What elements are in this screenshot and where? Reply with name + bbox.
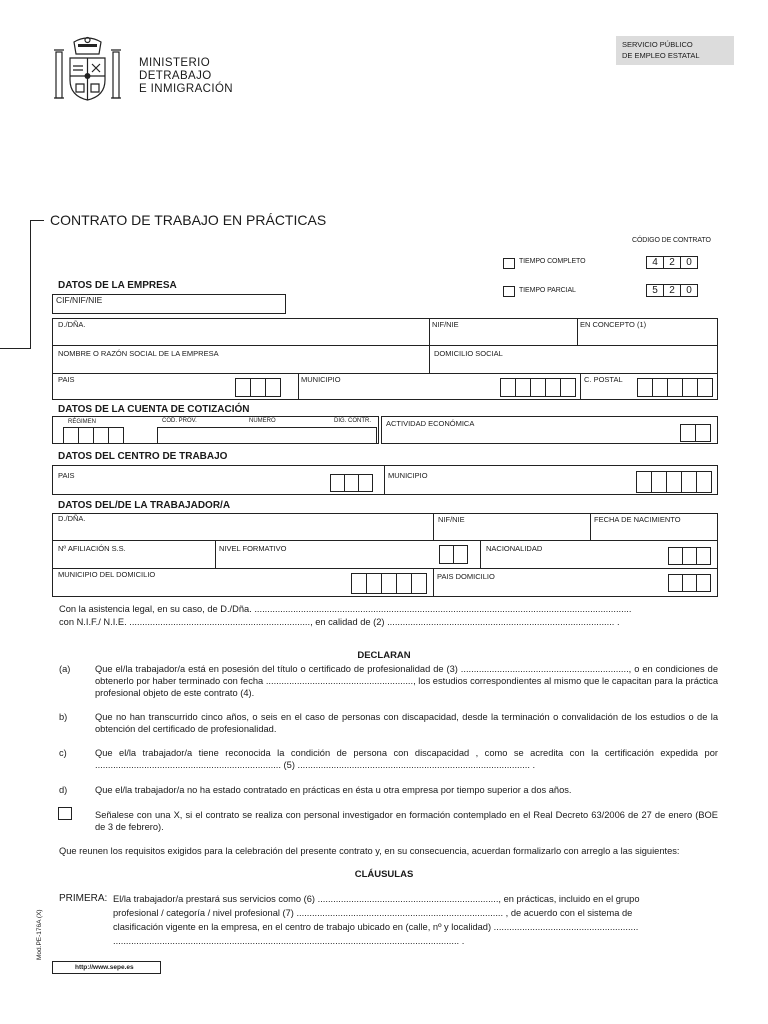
coat-of-arms-logo	[50, 36, 125, 106]
cotizacion-number-input[interactable]	[157, 427, 377, 444]
ministry-line-3: E INMIGRACIÓN	[139, 83, 234, 95]
municipio-dom-cells[interactable]	[352, 573, 427, 594]
declaran-c-text: Que el/la trabajador/a tiene reconocida la condición de persona con discapacidad , como se acredita con la certificación expedida por ........................................................................ (5) .......................................................................................... .	[95, 748, 718, 770]
declaran-x-text: Señalese con una X, si el contrato se realiza con personal investigador en formación contemplado en el Real Decreto 63/2006 de 27 de enero (BOE de 3 de febrero).	[95, 810, 718, 832]
code-digit: 0	[680, 284, 698, 297]
regimen-label: RÉGIMEN	[68, 419, 97, 425]
trabajador-nivel-field[interactable]: NIVEL FORMATIVO	[219, 544, 287, 553]
declaran-c-label: c)	[59, 748, 67, 758]
empresa-heading: DATOS DE LA EMPRESA	[58, 280, 177, 291]
empresa-pais-cells[interactable]	[236, 378, 281, 397]
code-digit: 5	[646, 284, 664, 297]
ministry-line-1: MINISTERIO	[139, 57, 211, 69]
service-line-2: DE EMPLEO ESTATAL	[622, 51, 700, 60]
website-url[interactable]: http://www.sepe.es	[75, 964, 134, 971]
cod-prov-label: COD. PROV.	[162, 418, 197, 424]
reunen-text: Que reunen los requisitos exigidos para la celebración del presente contrato y, en su consecuencia, acuerdan formalizarlo con arreglo a las siguientes:	[59, 846, 680, 856]
cotizacion-heading: DATOS DE LA CUENTA DE COTIZACIÓN	[58, 404, 250, 415]
actividad-cells[interactable]	[681, 424, 711, 442]
model-code-text: Mod.PE-176A (X)	[36, 909, 43, 960]
declaran-b-label: b)	[59, 712, 68, 722]
empresa-nif-field[interactable]: NIF/NIE	[432, 320, 459, 329]
trabajador-municipio-dom-field[interactable]: MUNICIPIO DEL DOMICILIO	[58, 570, 156, 579]
centro-table	[52, 465, 718, 495]
code-digit: 4	[646, 256, 664, 269]
empresa-domicilio-field[interactable]: DOMICILIO SOCIAL	[434, 349, 503, 358]
empresa-pais-field[interactable]: PAIS	[58, 375, 75, 384]
ministry-name	[139, 57, 233, 96]
nacionalidad-cells[interactable]	[669, 547, 711, 565]
declaran-a-text: Que el/la trabajador/a está en posesión del título o certificado de profesionalidad de (3) ................................................................., o en condiciones de obtenerlo por haber terminado con fecha ........................................................., los estudios correspondientes al mismo que le capacitan para la práctica profesional objeto de este contrato (4).	[95, 664, 718, 698]
service-badge	[616, 36, 734, 65]
primera-line-1[interactable]: El/la trabajador/a prestará sus servicios como (6) ......................................................................, en prácticas, incluido en el grupo	[113, 894, 640, 904]
part-time-checkbox[interactable]	[503, 286, 515, 297]
primera-line-4[interactable]: ...................................................................................................................................... .	[113, 936, 465, 946]
page-title: CONTRATO DE TRABAJO EN PRÁCTICAS	[50, 212, 327, 228]
asistencia-line-1[interactable]: Con la asistencia legal, en su caso, de D./Dña. ..................................................................................................................................................	[59, 604, 632, 614]
centro-heading: DATOS DEL CENTRO DE TRABAJO	[58, 451, 228, 462]
empresa-cpostal-field[interactable]: C. POSTAL	[584, 375, 623, 384]
service-line-1: SERVICIO PÚBLICO	[622, 40, 693, 49]
trabajador-pais-dom-field[interactable]: PAIS DOMICILIO	[437, 572, 495, 581]
cif-input[interactable]	[52, 294, 286, 314]
empresa-concepto-field[interactable]: EN CONCEPTO (1)	[580, 320, 647, 329]
trabajador-fecha-field[interactable]: FECHA DE NACIMIENTO	[594, 515, 681, 524]
code-digit: 2	[663, 256, 681, 269]
empresa-dna-field[interactable]: D./DÑA.	[58, 320, 86, 329]
numero-label: NÚMERO	[249, 418, 276, 424]
ministry-line-2: DETRABAJO	[139, 70, 212, 82]
empresa-table	[52, 318, 718, 400]
full-time-checkbox[interactable]	[503, 258, 515, 269]
trabajador-nif-field[interactable]: NIF/NIE	[438, 515, 465, 524]
declaran-b-text: Que no han transcurrido cinco años, o seis en el caso de personas con discapacidad, desde la terminación o convalidación de los estudios o de la obtención del certificado de profesionalidad.	[95, 712, 718, 734]
full-time-label: TIEMPO COMPLETO	[519, 258, 586, 265]
centro-municipio-cells[interactable]	[637, 471, 712, 493]
full-time-code	[647, 256, 698, 269]
empresa-cpostal-cells[interactable]	[638, 378, 713, 397]
centro-pais-field[interactable]: PAIS	[58, 471, 75, 480]
part-time-code	[647, 284, 698, 297]
bracket-bottom	[0, 348, 31, 349]
clausulas-heading: CLÁUSULAS	[354, 869, 414, 880]
declaran-d-label: d)	[59, 785, 68, 795]
bracket-vertical	[30, 220, 31, 348]
primera-line-2[interactable]: profesional / categoría / nivel profesional (7) ................................................................................ , de acuerdo con el sistema de	[113, 908, 633, 918]
cif-label: CIF/NIF/NIE	[56, 295, 103, 305]
primera-label: PRIMERA:	[59, 893, 108, 904]
declaran-a-label: (a)	[59, 664, 71, 674]
bracket-top	[30, 220, 44, 221]
trabajador-heading: DATOS DEL/DE LA TRABAJADOR/A	[58, 500, 231, 511]
code-digit: 0	[680, 256, 698, 269]
asistencia-line-2[interactable]: con N.I.F./ N.I.E. ......................................................................, en calidad de (2) ........................................................................................ .	[59, 617, 620, 627]
trabajador-dna-field[interactable]: D./DÑA.	[58, 514, 86, 523]
actividad-label: ACTIVIDAD ECONÓMICA	[386, 419, 475, 428]
investigador-checkbox[interactable]	[58, 807, 72, 820]
regimen-cells[interactable]	[64, 427, 124, 444]
centro-municipio-field[interactable]: MUNICIPIO	[388, 471, 428, 480]
trabajador-nacionalidad-field[interactable]: NACIONALIDAD	[486, 544, 543, 553]
empresa-municipio-field[interactable]: MUNICIPIO	[301, 375, 341, 384]
empresa-razon-field[interactable]: NOMBRE O RAZÓN SOCIAL DE LA EMPRESA	[58, 349, 219, 358]
part-time-label: TIEMPO PARCIAL	[519, 287, 576, 294]
pais-dom-cells[interactable]	[669, 574, 711, 592]
centro-pais-cells[interactable]	[331, 474, 373, 492]
empresa-municipio-cells[interactable]	[501, 378, 576, 397]
nivel-cells[interactable]	[440, 545, 468, 564]
primera-line-3[interactable]: clasificación vigente en la empresa, en el centro de trabajo ubicado en (calle, nº y localidad) ........................................................	[113, 922, 639, 932]
declaran-d-text: Que el/la trabajador/a no ha estado contratado en prácticas en ésta u otra empresa por tiempo superior a dos años.	[95, 785, 572, 795]
declaran-heading: DECLARAN	[357, 650, 411, 661]
contract-code-label: CÓDIGO DE CONTRATO	[632, 237, 711, 244]
dig-contr-label: DIG. CONTR.	[334, 418, 371, 424]
code-digit: 2	[663, 284, 681, 297]
trabajador-afiliacion-field[interactable]: Nº AFILIACIÓN S.S.	[58, 544, 126, 553]
website-link[interactable]	[52, 961, 161, 974]
